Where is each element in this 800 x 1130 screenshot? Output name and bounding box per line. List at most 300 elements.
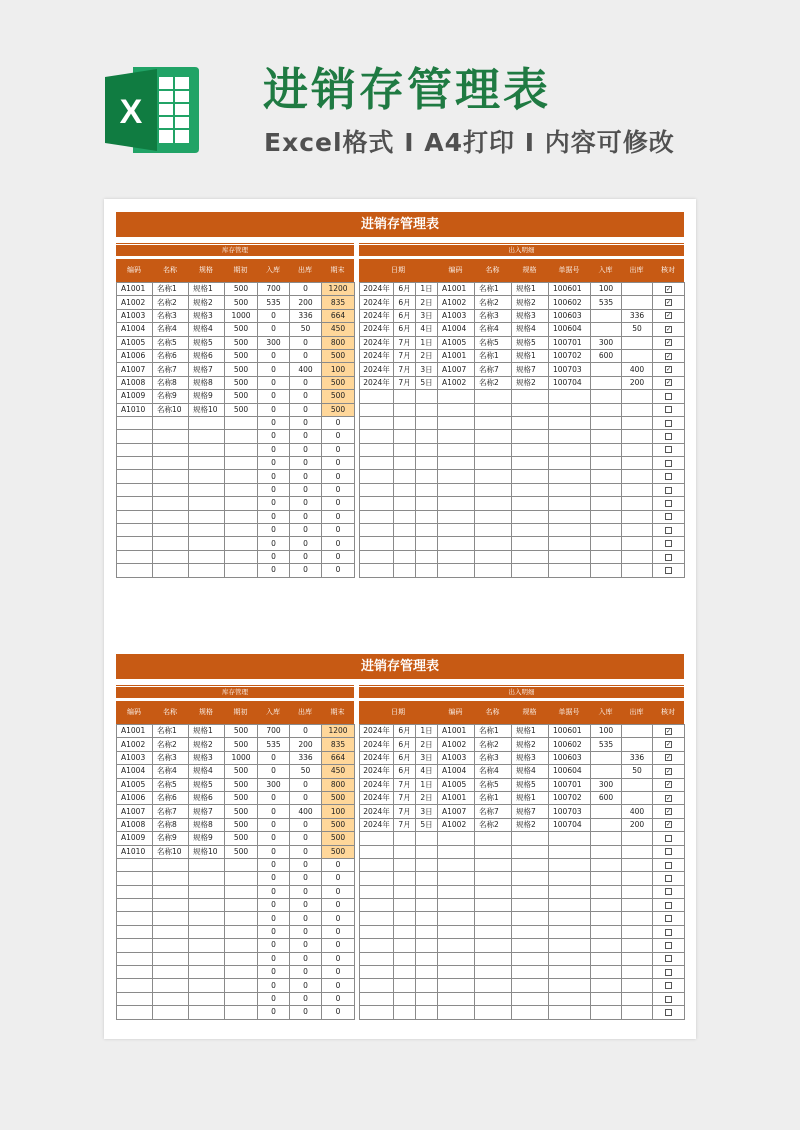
detail-cell[interactable]: 6月 [394,725,416,738]
inventory-cell[interactable]: 50 [290,765,322,778]
detail-cell[interactable] [416,979,438,992]
detail-cell[interactable]: 336 [622,309,653,322]
detail-cell[interactable] [512,912,549,925]
inventory-cell[interactable]: 0 [290,885,322,898]
detail-cell[interactable] [475,524,512,537]
detail-cell[interactable] [416,1006,438,1019]
detail-cell[interactable] [549,483,591,496]
detail-cell[interactable] [394,832,416,845]
detail-cell[interactable]: 2024年 [360,376,394,389]
inventory-cell[interactable]: 名称10 [153,403,189,416]
inventory-cell[interactable]: A1008 [117,818,153,831]
inventory-cell[interactable] [225,470,258,483]
unchecked-checkbox-icon[interactable] [665,446,672,453]
inventory-cell[interactable] [225,966,258,979]
detail-cell[interactable] [591,925,622,938]
inventory-cell[interactable] [189,537,225,550]
inventory-cell[interactable] [117,470,153,483]
inventory-cell[interactable]: 500 [225,805,258,818]
unchecked-checkbox-icon[interactable] [665,942,672,949]
inventory-cell[interactable] [153,510,189,523]
inventory-cell[interactable] [189,564,225,577]
unchecked-checkbox-icon[interactable] [665,888,672,895]
inventory-cell[interactable]: 400 [290,363,322,376]
detail-cell[interactable]: 2024年 [360,323,394,336]
inventory-cell[interactable]: 0 [322,1006,355,1019]
detail-cell[interactable] [591,457,622,470]
inventory-cell[interactable] [189,524,225,537]
inventory-cell[interactable]: 规格4 [189,323,225,336]
inventory-cell[interactable]: 规格5 [189,336,225,349]
inventory-cell[interactable]: 0 [258,483,290,496]
detail-cell[interactable]: A1002 [438,296,475,309]
inventory-cell[interactable]: 0 [290,390,322,403]
detail-cell[interactable]: 4日 [416,765,438,778]
inventory-cell[interactable] [153,483,189,496]
inventory-cell[interactable]: 700 [258,725,290,738]
detail-cell[interactable] [475,899,512,912]
detail-cell[interactable] [360,483,394,496]
inventory-cell[interactable] [189,952,225,965]
detail-cell[interactable] [416,939,438,952]
checked-checkbox-icon[interactable]: ✓ [666,339,672,347]
detail-cell[interactable] [416,457,438,470]
detail-cell[interactable]: A1004 [438,323,475,336]
detail-cell[interactable]: 100701 [549,778,591,791]
detail-cell[interactable]: 100704 [549,376,591,389]
detail-cell[interactable] [475,939,512,952]
unchecked-checkbox-icon[interactable] [665,848,672,855]
inventory-cell[interactable]: 规格1 [189,283,225,296]
inventory-cell[interactable]: 规格7 [189,363,225,376]
inventory-cell[interactable] [153,537,189,550]
inventory-cell[interactable]: 0 [322,470,355,483]
detail-cell[interactable]: 100704 [549,818,591,831]
inventory-cell[interactable]: 0 [322,497,355,510]
detail-cell[interactable]: 规格7 [512,363,549,376]
inventory-cell[interactable]: 规格3 [189,309,225,322]
inventory-cell[interactable]: A1001 [117,725,153,738]
detail-cell[interactable]: 6月 [394,765,416,778]
detail-cell[interactable] [438,430,475,443]
inventory-cell[interactable] [189,992,225,1005]
detail-cell[interactable] [438,416,475,429]
inventory-cell[interactable]: 500 [225,818,258,831]
detail-cell[interactable] [394,524,416,537]
detail-cell[interactable]: 规格5 [512,336,549,349]
detail-cell[interactable] [416,483,438,496]
inventory-cell[interactable] [153,457,189,470]
inventory-cell[interactable]: 名称1 [153,283,189,296]
inventory-cell[interactable]: 0 [290,564,322,577]
inventory-cell[interactable]: 500 [225,336,258,349]
detail-cell[interactable] [549,537,591,550]
detail-cell[interactable] [416,550,438,563]
inventory-cell[interactable]: 300 [258,336,290,349]
detail-cell[interactable]: 规格2 [512,376,549,389]
detail-cell[interactable]: 400 [622,805,653,818]
detail-cell[interactable]: 名称2 [475,296,512,309]
detail-cell[interactable]: 100703 [549,363,591,376]
detail-cell[interactable] [475,497,512,510]
detail-cell[interactable] [438,832,475,845]
detail-cell[interactable] [622,457,653,470]
detail-cell[interactable] [475,1006,512,1019]
detail-cell[interactable] [360,845,394,858]
checked-checkbox-icon[interactable]: ✓ [666,741,672,749]
inventory-cell[interactable]: 535 [258,738,290,751]
inventory-cell[interactable]: A1010 [117,845,153,858]
inventory-cell[interactable]: 0 [258,818,290,831]
inventory-cell[interactable] [225,939,258,952]
detail-cell[interactable] [512,1006,549,1019]
inventory-cell[interactable]: 0 [258,805,290,818]
detail-cell[interactable] [394,1006,416,1019]
inventory-cell[interactable]: 500 [322,349,355,362]
detail-cell[interactable]: 名称4 [475,765,512,778]
detail-cell[interactable] [360,966,394,979]
inventory-cell[interactable]: 200 [290,296,322,309]
inventory-cell[interactable]: 0 [290,778,322,791]
detail-cell[interactable] [549,832,591,845]
detail-cell[interactable]: 名称5 [475,336,512,349]
unchecked-checkbox-icon[interactable] [665,915,672,922]
detail-cell[interactable]: 4日 [416,323,438,336]
inventory-cell[interactable] [117,912,153,925]
detail-cell[interactable] [360,510,394,523]
detail-cell[interactable] [512,845,549,858]
detail-cell[interactable] [438,457,475,470]
detail-cell[interactable]: 2024年 [360,349,394,362]
detail-cell[interactable] [416,872,438,885]
detail-cell[interactable] [622,952,653,965]
unchecked-checkbox-icon[interactable] [665,433,672,440]
inventory-cell[interactable]: 0 [290,283,322,296]
detail-cell[interactable] [394,403,416,416]
inventory-cell[interactable]: 0 [322,885,355,898]
inventory-cell[interactable] [189,925,225,938]
inventory-cell[interactable]: 500 [225,376,258,389]
detail-cell[interactable] [622,966,653,979]
detail-cell[interactable] [438,403,475,416]
inventory-cell[interactable]: 规格10 [189,845,225,858]
detail-cell[interactable] [549,550,591,563]
inventory-cell[interactable] [225,1006,258,1019]
detail-cell[interactable] [591,751,622,764]
detail-cell[interactable]: 2024年 [360,309,394,322]
detail-cell[interactable]: 7月 [394,363,416,376]
inventory-cell[interactable]: 0 [258,966,290,979]
inventory-cell[interactable]: 名称3 [153,751,189,764]
inventory-cell[interactable]: 835 [322,738,355,751]
detail-cell[interactable] [512,470,549,483]
detail-cell[interactable] [622,537,653,550]
inventory-cell[interactable]: 1200 [322,283,355,296]
unchecked-checkbox-icon[interactable] [665,875,672,882]
inventory-cell[interactable]: 规格9 [189,390,225,403]
inventory-cell[interactable] [153,497,189,510]
detail-cell[interactable]: 2024年 [360,725,394,738]
inventory-cell[interactable]: 0 [258,952,290,965]
inventory-cell[interactable]: 0 [322,564,355,577]
detail-cell[interactable] [360,457,394,470]
detail-cell[interactable] [475,912,512,925]
inventory-cell[interactable]: 0 [258,899,290,912]
inventory-cell[interactable]: 500 [225,832,258,845]
detail-cell[interactable] [438,524,475,537]
detail-cell[interactable] [438,885,475,898]
detail-cell[interactable]: 名称1 [475,725,512,738]
detail-cell[interactable]: 名称2 [475,376,512,389]
detail-cell[interactable] [360,925,394,938]
detail-cell[interactable]: 1日 [416,725,438,738]
detail-cell[interactable] [622,992,653,1005]
detail-cell[interactable]: 2024年 [360,738,394,751]
detail-cell[interactable] [438,497,475,510]
detail-cell[interactable] [394,845,416,858]
inventory-cell[interactable]: 规格9 [189,832,225,845]
detail-cell[interactable] [438,925,475,938]
inventory-cell[interactable]: 500 [225,765,258,778]
detail-cell[interactable]: 名称7 [475,805,512,818]
detail-cell[interactable]: 100701 [549,336,591,349]
detail-cell[interactable] [475,858,512,871]
detail-cell[interactable] [591,483,622,496]
inventory-cell[interactable]: 0 [322,912,355,925]
detail-cell[interactable]: 2日 [416,349,438,362]
detail-cell[interactable] [512,952,549,965]
detail-cell[interactable]: A1005 [438,778,475,791]
inventory-cell[interactable]: 500 [322,818,355,831]
checked-checkbox-icon[interactable]: ✓ [666,352,672,360]
detail-cell[interactable]: 535 [591,738,622,751]
detail-cell[interactable]: 336 [622,751,653,764]
inventory-cell[interactable]: 0 [258,872,290,885]
inventory-cell[interactable]: 名称8 [153,818,189,831]
detail-cell[interactable] [591,416,622,429]
detail-cell[interactable]: 名称3 [475,309,512,322]
detail-cell[interactable] [475,416,512,429]
detail-cell[interactable] [591,497,622,510]
inventory-cell[interactable] [189,939,225,952]
detail-cell[interactable] [394,430,416,443]
inventory-cell[interactable] [117,899,153,912]
detail-cell[interactable] [549,979,591,992]
detail-cell[interactable]: 400 [622,363,653,376]
inventory-cell[interactable] [225,457,258,470]
inventory-cell[interactable]: 0 [258,430,290,443]
inventory-cell[interactable]: 名称4 [153,323,189,336]
inventory-cell[interactable]: 0 [290,952,322,965]
detail-cell[interactable] [512,390,549,403]
detail-cell[interactable] [394,390,416,403]
detail-cell[interactable] [438,912,475,925]
inventory-cell[interactable]: 0 [322,858,355,871]
detail-cell[interactable] [438,1006,475,1019]
inventory-cell[interactable]: 500 [225,390,258,403]
detail-cell[interactable]: 100702 [549,349,591,362]
inventory-cell[interactable] [117,564,153,577]
inventory-cell[interactable] [117,1006,153,1019]
detail-cell[interactable] [475,992,512,1005]
detail-cell[interactable] [622,564,653,577]
inventory-cell[interactable]: 0 [258,912,290,925]
inventory-cell[interactable]: 0 [322,430,355,443]
inventory-cell[interactable] [117,510,153,523]
inventory-cell[interactable] [117,885,153,898]
inventory-cell[interactable]: A1009 [117,832,153,845]
detail-cell[interactable] [591,966,622,979]
inventory-cell[interactable] [117,858,153,871]
inventory-cell[interactable]: 0 [258,309,290,322]
inventory-cell[interactable]: 规格2 [189,296,225,309]
inventory-cell[interactable]: 0 [258,457,290,470]
detail-cell[interactable] [512,925,549,938]
inventory-cell[interactable]: 0 [290,510,322,523]
detail-cell[interactable] [591,899,622,912]
inventory-cell[interactable]: 0 [258,564,290,577]
inventory-cell[interactable]: 500 [322,791,355,804]
detail-cell[interactable] [512,966,549,979]
detail-cell[interactable]: 规格7 [512,805,549,818]
detail-cell[interactable] [438,550,475,563]
detail-cell[interactable]: 2日 [416,791,438,804]
detail-cell[interactable] [512,858,549,871]
detail-cell[interactable] [549,390,591,403]
inventory-cell[interactable]: 0 [290,979,322,992]
detail-cell[interactable] [591,912,622,925]
detail-cell[interactable]: 3日 [416,751,438,764]
detail-cell[interactable] [549,992,591,1005]
inventory-cell[interactable]: 0 [258,791,290,804]
inventory-cell[interactable]: 800 [322,778,355,791]
inventory-cell[interactable] [225,992,258,1005]
inventory-cell[interactable]: 0 [258,349,290,362]
inventory-cell[interactable]: 规格2 [189,738,225,751]
inventory-cell[interactable]: 1000 [225,309,258,322]
detail-cell[interactable] [394,470,416,483]
inventory-cell[interactable] [117,430,153,443]
detail-cell[interactable]: 名称4 [475,323,512,336]
detail-cell[interactable] [591,403,622,416]
detail-cell[interactable] [475,443,512,456]
detail-cell[interactable] [475,403,512,416]
detail-cell[interactable]: 6月 [394,751,416,764]
inventory-cell[interactable]: 规格6 [189,791,225,804]
detail-cell[interactable] [438,952,475,965]
detail-cell[interactable] [549,912,591,925]
inventory-cell[interactable]: 0 [322,537,355,550]
detail-cell[interactable] [416,497,438,510]
inventory-cell[interactable] [117,524,153,537]
detail-cell[interactable]: 规格1 [512,349,549,362]
detail-cell[interactable]: 3日 [416,805,438,818]
inventory-cell[interactable]: 1000 [225,751,258,764]
detail-cell[interactable]: 规格4 [512,765,549,778]
checked-checkbox-icon[interactable]: ✓ [666,299,672,307]
detail-cell[interactable] [512,403,549,416]
detail-cell[interactable] [591,309,622,322]
detail-cell[interactable] [475,925,512,938]
detail-cell[interactable] [360,403,394,416]
inventory-cell[interactable]: 规格1 [189,725,225,738]
detail-cell[interactable] [438,992,475,1005]
detail-cell[interactable] [549,416,591,429]
inventory-cell[interactable] [225,510,258,523]
detail-cell[interactable]: A1001 [438,349,475,362]
inventory-cell[interactable]: 0 [258,765,290,778]
inventory-cell[interactable] [153,899,189,912]
detail-cell[interactable]: 2024年 [360,778,394,791]
detail-cell[interactable] [512,832,549,845]
inventory-cell[interactable]: 名称6 [153,349,189,362]
detail-cell[interactable] [591,992,622,1005]
inventory-cell[interactable]: 规格8 [189,376,225,389]
detail-cell[interactable] [549,430,591,443]
detail-cell[interactable] [622,349,653,362]
inventory-cell[interactable]: 0 [290,416,322,429]
inventory-cell[interactable]: 0 [322,550,355,563]
detail-cell[interactable] [591,765,622,778]
inventory-cell[interactable]: 0 [258,403,290,416]
detail-cell[interactable] [360,872,394,885]
detail-cell[interactable]: 名称2 [475,818,512,831]
inventory-cell[interactable]: 0 [258,751,290,764]
detail-cell[interactable] [512,564,549,577]
inventory-cell[interactable]: 0 [258,925,290,938]
detail-cell[interactable] [360,992,394,1005]
inventory-cell[interactable]: 0 [290,912,322,925]
inventory-cell[interactable]: A1009 [117,390,153,403]
inventory-cell[interactable]: A1002 [117,296,153,309]
detail-cell[interactable] [360,430,394,443]
detail-cell[interactable] [416,443,438,456]
inventory-cell[interactable]: A1007 [117,363,153,376]
detail-cell[interactable]: 2024年 [360,818,394,831]
detail-cell[interactable] [591,832,622,845]
detail-cell[interactable] [591,510,622,523]
detail-cell[interactable] [438,966,475,979]
detail-cell[interactable]: A1002 [438,738,475,751]
inventory-cell[interactable]: 0 [290,872,322,885]
inventory-cell[interactable]: 0 [322,524,355,537]
detail-cell[interactable] [394,457,416,470]
detail-cell[interactable] [438,939,475,952]
detail-cell[interactable] [591,323,622,336]
detail-cell[interactable] [360,979,394,992]
inventory-cell[interactable]: 0 [290,725,322,738]
inventory-cell[interactable]: 0 [258,537,290,550]
inventory-cell[interactable]: 0 [290,349,322,362]
detail-cell[interactable] [549,925,591,938]
inventory-cell[interactable]: 800 [322,336,355,349]
detail-cell[interactable] [394,872,416,885]
unchecked-checkbox-icon[interactable] [665,473,672,480]
checked-checkbox-icon[interactable]: ✓ [666,285,672,293]
inventory-cell[interactable] [153,952,189,965]
checked-checkbox-icon[interactable]: ✓ [666,366,672,374]
detail-cell[interactable]: 3日 [416,363,438,376]
detail-cell[interactable]: 规格1 [512,283,549,296]
detail-cell[interactable]: 7月 [394,778,416,791]
detail-cell[interactable] [549,457,591,470]
inventory-cell[interactable]: 664 [322,309,355,322]
inventory-cell[interactable]: 名称9 [153,390,189,403]
detail-cell[interactable] [360,939,394,952]
detail-cell[interactable] [591,443,622,456]
inventory-cell[interactable] [153,912,189,925]
detail-cell[interactable] [549,858,591,871]
